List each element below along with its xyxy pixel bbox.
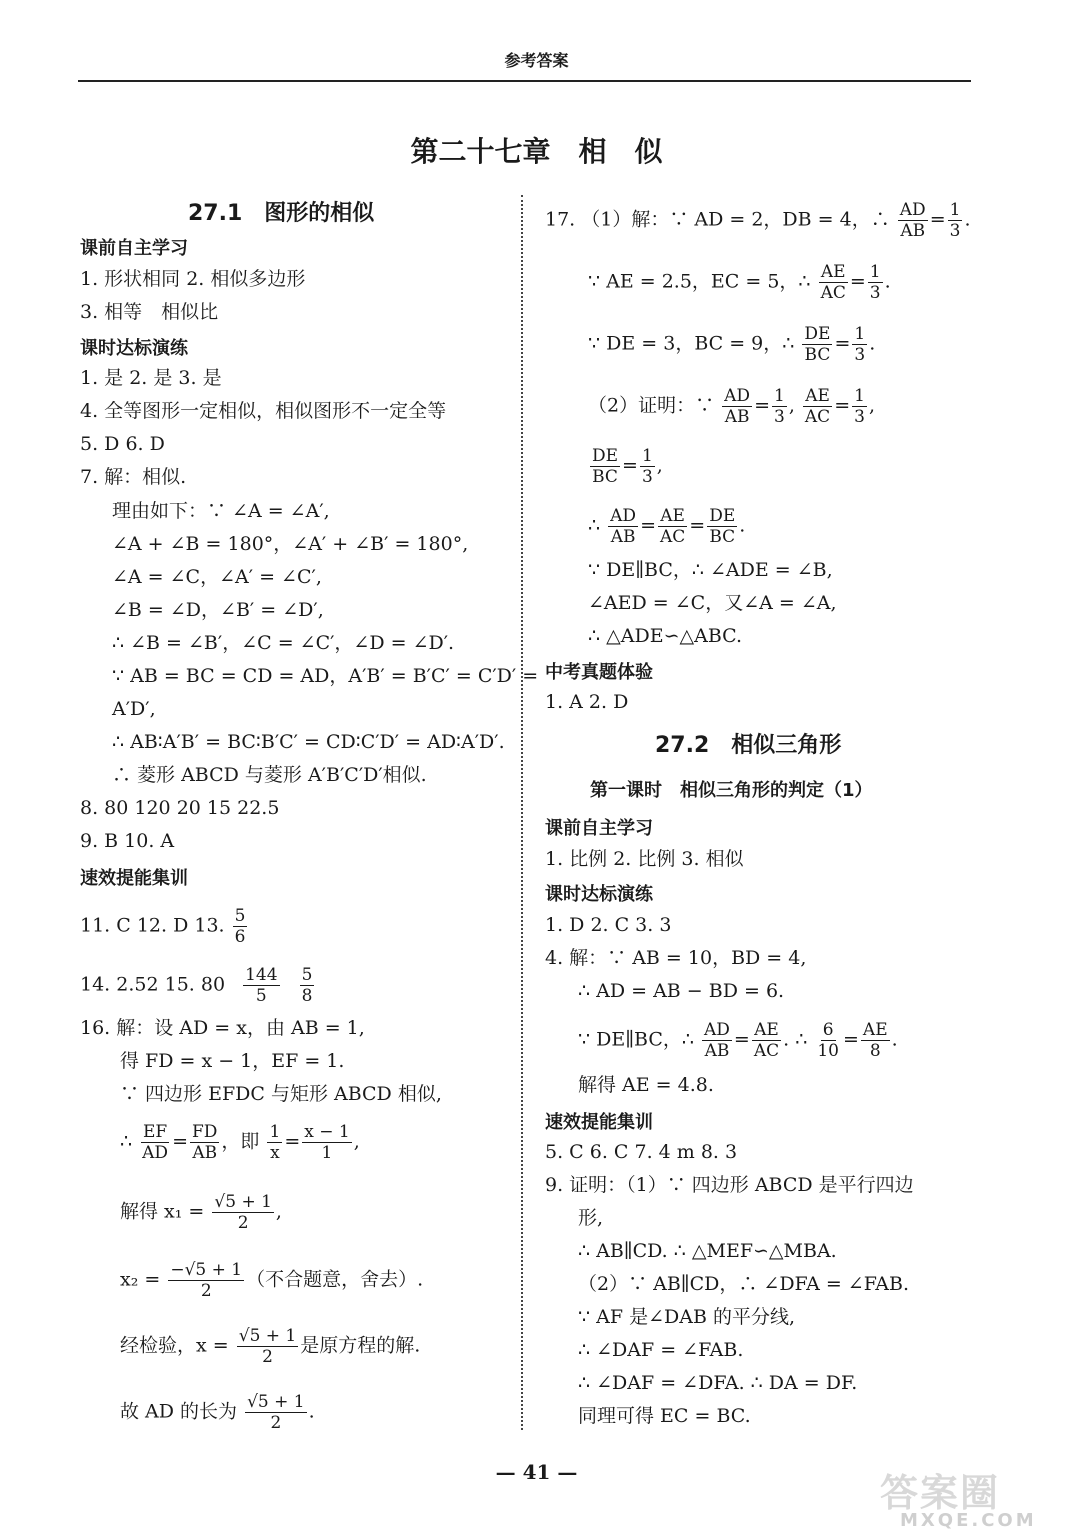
answer-line: x₂ = $\frac{-√5 + 1}{2}$ （不合题意，舍去）.	[120, 1260, 424, 1301]
watermark-url: MXQE.COM	[900, 1510, 1037, 1531]
heading-pre-study: 课前自主学习	[545, 818, 653, 839]
fraction: $\frac{AE}{AC}$	[659, 506, 686, 547]
answer-line: ∵ AF 是∠DAB 的平分线,	[578, 1306, 795, 1328]
answer-line: ∠A + ∠B = 180°，∠A′ + ∠B′ = 180°,	[112, 533, 469, 555]
answer-line: 经检验，x = $\frac{√5 + 1}{2}$ 是原方程的解.	[120, 1326, 421, 1367]
fraction: $\frac{1}{3}$	[854, 386, 865, 427]
watermark-logo: 答案圈	[880, 1471, 1001, 1515]
answer-line: （2）∵ AB∥CD，∴ ∠DFA = ∠FAB.	[578, 1273, 909, 1295]
fraction: $\frac{144}{5}$	[245, 965, 278, 1006]
answer-line: ∵ DE∥BC，∴ ∠ADE = ∠B,	[588, 559, 833, 581]
answer-line: 9. 证明：（1）∵ 四边形 ABCD 是平行四边	[545, 1174, 914, 1196]
answer-line: 同理可得 EC = BC.	[578, 1405, 751, 1427]
chapter-title: 第二十七章 相 似	[410, 135, 663, 168]
answer-line: 1. 是 2. 是 3. 是	[80, 367, 222, 389]
answer-line: ∴ △ADE∽△ABC.	[588, 625, 743, 647]
heading-class-practice: 课时达标演练	[80, 338, 188, 359]
answer-line: ∵ 四边形 EFDC 与矩形 ABCD 相似,	[120, 1083, 442, 1105]
fraction: $\frac{AE}{AC}$	[804, 386, 831, 427]
answer-line: ∵ DE = 3，BC = 9，∴ $\frac{DE}{BC}$ = $\frac{1}{3}$ .	[588, 324, 876, 365]
answer-line: ∴ AB∥CD. ∴ △MEF∽△MBA.	[578, 1240, 837, 1262]
answer-line: ∠AED = ∠C，又∠A = ∠A,	[588, 592, 837, 614]
fraction: $\frac{5}{6}$	[234, 906, 246, 947]
answer-line: 3. 相等 相似比	[80, 301, 219, 323]
fraction: $\frac{DE}{BC}$	[709, 506, 736, 547]
fraction: $\frac{√5 + 1}{2}$	[214, 1192, 272, 1233]
fraction: $\frac{1}{3}$	[949, 200, 961, 241]
answer-line: 故 AD 的长为 $\frac{√5 + 1}{2}$ .	[120, 1392, 315, 1433]
answer-line: ∠B = ∠D，∠B′ = ∠D′,	[112, 599, 324, 621]
fraction: $\frac{AE}{AC}$	[820, 262, 846, 303]
fraction: $\frac{AE}{8}$	[862, 1020, 888, 1061]
answer-line: 得 FD = x − 1，EF = 1.	[120, 1050, 345, 1072]
answer-line: 1. A 2. D	[545, 691, 629, 713]
fraction: $\frac{1}{x}$	[269, 1122, 281, 1163]
answer-line: 1. D 2. C 3. 3	[545, 914, 672, 936]
fraction: $\frac{5}{8}$	[301, 965, 313, 1006]
fraction: $\frac{√5 + 1}{2}$	[247, 1392, 305, 1433]
answer-line: ∴ $\frac{EF}{AD}$ = $\frac{FD}{AB}$ ，即 $\frac{1}{x}$ = $\frac{x - 1}{1}$ ,	[120, 1122, 360, 1163]
answer-line: ∴ ∠B = ∠B′，∠C = ∠C′，∠D = ∠D′.	[112, 632, 455, 654]
answer-line: 8. 80 120 20 15 22.5	[80, 797, 280, 819]
answer-line: ∠A = ∠C，∠A′ = ∠C′,	[112, 566, 322, 588]
answer-line: A′D′,	[112, 698, 156, 720]
answer-line: 1. 形状相同 2. 相似多边形	[80, 268, 306, 290]
answer-line: 4. 全等图形一定相似，相似图形不一定全等	[80, 400, 447, 422]
fraction: $\frac{DE}{BC}$	[592, 446, 619, 487]
answer-line: 4. 解：∵ AB = 10，BD = 4,	[545, 947, 807, 969]
fraction: $\frac{AD}{AB}$	[704, 1020, 730, 1061]
fraction: $\frac{AE}{AC}$	[753, 1020, 780, 1061]
answer-line: $\frac{DE}{BC}$ = $\frac{1}{3}$ ,	[592, 446, 663, 487]
fraction: $\frac{FD}{AB}$	[191, 1122, 218, 1163]
fraction: $\frac{1}{3}$	[773, 386, 785, 427]
fraction: $\frac{6}{10}$	[817, 1020, 839, 1061]
answer-line: 理由如下：∵ ∠A = ∠A′,	[112, 500, 330, 522]
answer-line: ∵ DE∥BC，∴ $\frac{AD}{AB}$ = $\frac{AE}{AC}$ . ∴ $\frac{6}{10}$ = $\frac{AE}{8}$ .	[578, 1020, 898, 1061]
answer-line: ∵ AE = 2.5，EC = 5，∴ $\frac{AE}{AC}$ = $\frac{1}{3}$ .	[588, 262, 891, 303]
heading-fast-training: 速效提能集训	[80, 868, 188, 889]
answer-line: 5. D 6. D	[80, 433, 165, 455]
answer-line: ∴ AD = AB − BD = 6.	[578, 980, 785, 1002]
answer-line: 16. 解：设 AD = x，由 AB = 1,	[80, 1017, 365, 1039]
fraction: $\frac{x - 1}{1}$	[304, 1122, 350, 1163]
answer-line: ∴ ∠DAF = ∠DFA. ∴ DA = DF.	[578, 1372, 858, 1394]
answer-line	[80, 965, 316, 1006]
fraction: $\frac{1}{3}$	[854, 324, 866, 365]
heading-class-practice: 课时达标演练	[545, 884, 653, 905]
page-header: 参考答案	[504, 51, 569, 70]
column-separator	[521, 195, 523, 1430]
fraction: $\frac{√5 + 1}{2}$	[238, 1326, 297, 1367]
answer-line: 9. B 10. A	[80, 830, 175, 852]
answer-text: 11. C 12. D 13.	[80, 914, 225, 937]
fraction: $\frac{AD}{AB}$	[610, 506, 637, 547]
section-title-27-2: 27.2 相似三角形	[655, 733, 842, 758]
answer-line: ∴ AB∶A′B′ = BC∶B′C′ = CD∶C′D′ = AD∶A′D′.	[112, 731, 505, 753]
section-title-27-1: 27.1 图形的相似	[188, 201, 375, 226]
heading-pre-study: 课前自主学习	[80, 238, 188, 259]
heading-fast-training: 速效提能集训	[545, 1112, 653, 1133]
answer-line: 7. 解：相似.	[80, 466, 187, 488]
header-rule	[78, 80, 971, 82]
fraction: $\frac{AD}{AB}$	[899, 200, 926, 241]
answer-line: ∴ ∠DAF = ∠FAB.	[578, 1339, 744, 1361]
fraction: $\frac{DE}{BC}$	[804, 324, 831, 365]
answer-line: ∵ AB = BC = CD = AD，A′B′ = B′C′ = C′D′ =	[112, 665, 539, 687]
answer-line: 解得 AE = 4.8.	[578, 1074, 714, 1096]
answer-line: （2）证明：∵ $\frac{AD}{AB}$ = $\frac{1}{3}$ , $\frac{AE}{AC}$ = $\frac{1}{3}$ ,	[588, 386, 875, 427]
answer-line: 17. （1）解：∵ AD = 2，DB = 4，∴ $\frac{AD}{AB}$ = $\frac{1}{3}$ .	[545, 200, 971, 241]
fraction: $\frac{EF}{AD}$	[142, 1122, 169, 1163]
answer-line: 1. 比例 2. 比例 3. 相似	[545, 848, 744, 870]
fraction: $\frac{AD}{AB}$	[724, 386, 751, 427]
answer-line: 解得 x₁ = $\frac{√5 + 1}{2}$ ,	[120, 1192, 282, 1233]
answer-line	[80, 906, 249, 947]
heading-exam-questions: 中考真题体验	[545, 662, 653, 683]
fraction: $\frac{1}{3}$	[869, 262, 881, 303]
page-number: — 41 —	[495, 1460, 578, 1484]
answer-line: 形,	[578, 1207, 604, 1229]
answer-line: ∴ 菱形 ABCD 与菱形 A′B′C′D′相似.	[112, 764, 427, 786]
answer-text: 14. 2.52 15. 80	[80, 973, 226, 996]
answer-line: ∴ $\frac{AD}{AB}$ = $\frac{AE}{AC}$ = $\frac{DE}{BC}$ .	[588, 506, 746, 547]
fraction: $\frac{1}{3}$	[641, 446, 653, 487]
fraction: $\frac{-√5 + 1}{2}$	[170, 1260, 243, 1301]
answer-line: 5. C 6. C 7. 4 m 8. 3	[545, 1141, 738, 1163]
lesson-title: 第一课时 相似三角形的判定（1）	[590, 780, 873, 801]
